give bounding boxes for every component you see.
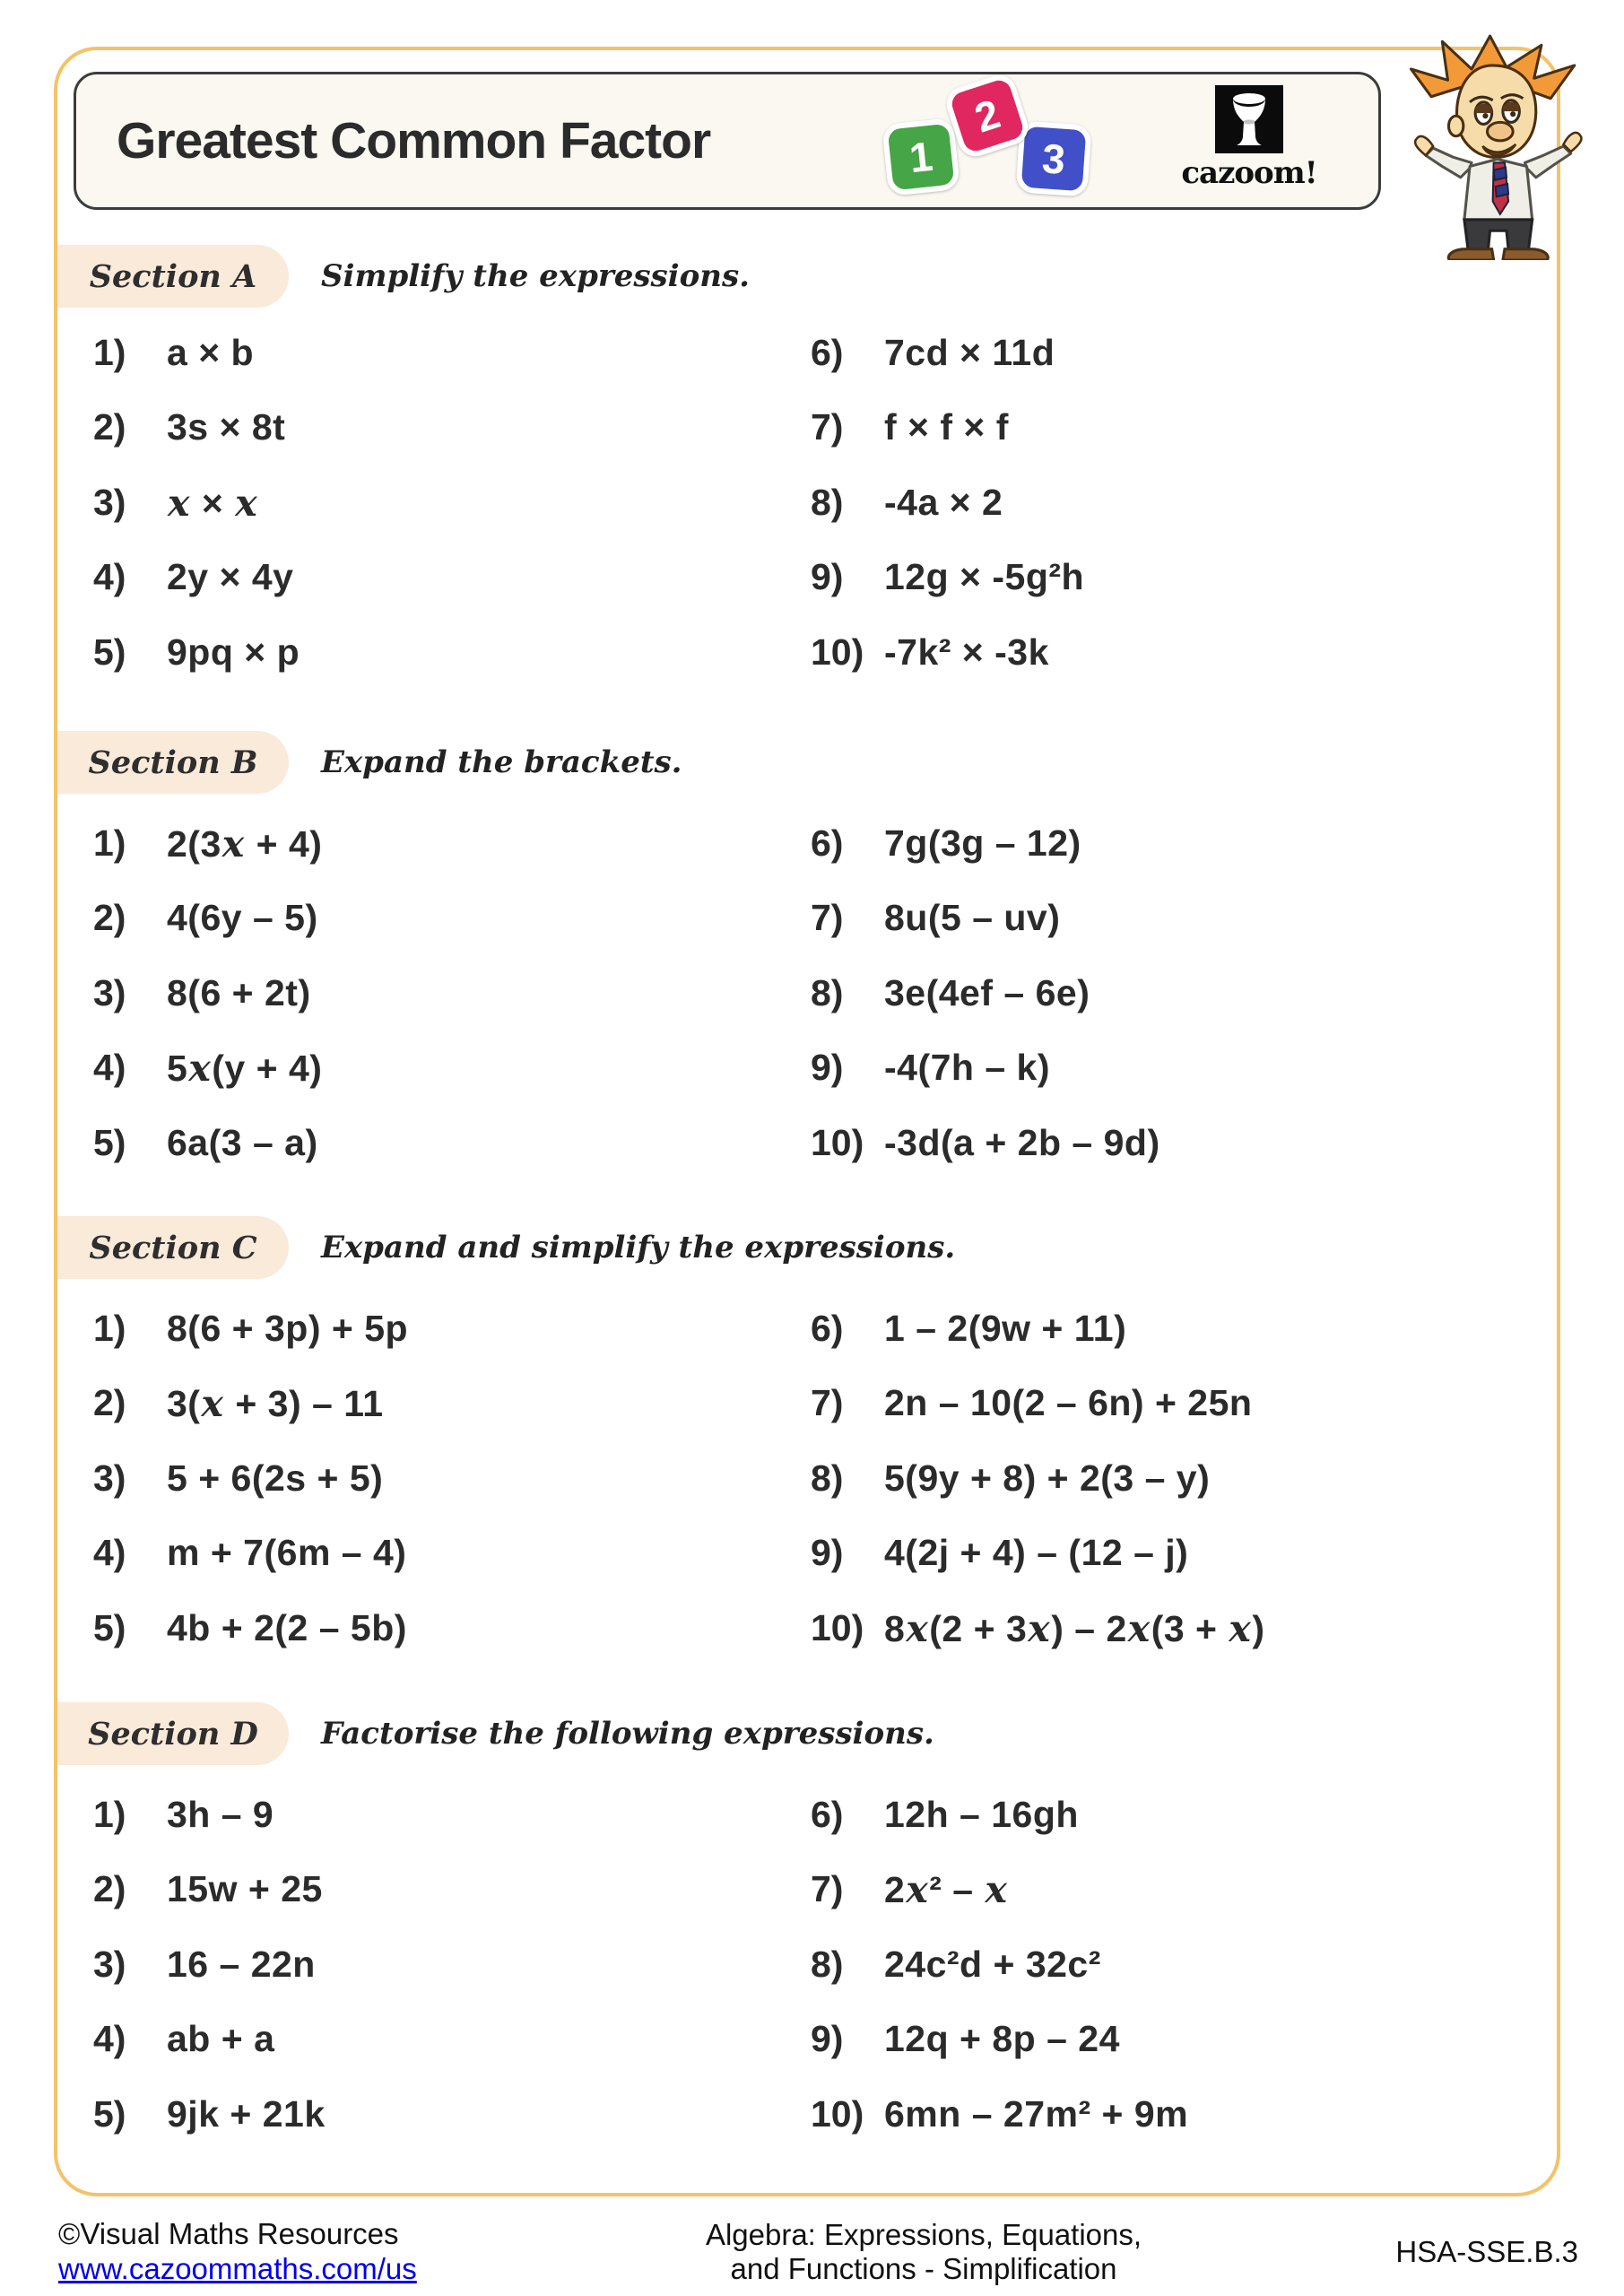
question-number: 6)	[811, 1308, 844, 1349]
question-expression: 5(9y + 8) + 2(3 – y)	[884, 1457, 1211, 1499]
section-b-pill	[57, 731, 289, 794]
question-row	[811, 2093, 1528, 2168]
question-row	[811, 2018, 1528, 2092]
question-number: 1)	[93, 1308, 126, 1349]
logo-tile-3-icon: 3	[1015, 120, 1091, 196]
question-row	[811, 1944, 1528, 2018]
section-b-label: Section B	[88, 744, 258, 781]
cazoom-logo	[1177, 85, 1321, 191]
question-expression: 8x(2 + 3x) – 2x(3 + x)	[884, 1606, 1265, 1650]
question-row	[93, 332, 811, 406]
question-row	[811, 1794, 1528, 1868]
question-expression: 7cd × 11d	[884, 332, 1055, 373]
footer-copyright: ©Visual Maths Resources	[58, 2217, 399, 2250]
mascot-illustration	[1404, 30, 1609, 260]
question-row	[811, 482, 1528, 556]
question-number: 6)	[811, 1794, 844, 1835]
section-c-label: Section C	[89, 1229, 257, 1266]
question-row	[93, 1122, 811, 1196]
question-number: 9)	[811, 1532, 844, 1574]
question-number: 6)	[811, 822, 844, 864]
question-row	[811, 822, 1528, 897]
section-d-pill	[57, 1702, 289, 1765]
section-b-instruction: Expand the brackets.	[321, 744, 682, 780]
question-number: 5)	[93, 1606, 126, 1648]
question-expression: 2n – 10(2 – 6n) + 25n	[884, 1382, 1253, 1424]
question-number: 9)	[811, 2018, 844, 2060]
question-number: 3)	[93, 1943, 126, 1985]
question-expression: 9pq × p	[167, 631, 300, 673]
question-row	[93, 1047, 811, 1121]
number-tiles-logo	[883, 83, 1090, 198]
question-row	[811, 972, 1528, 1047]
question-expression: 5x(y + 4)	[167, 1047, 323, 1091]
question-expression: 8u(5 – uv)	[884, 897, 1061, 939]
question-number: 5)	[93, 1121, 126, 1163]
section-d-questions	[93, 1794, 1528, 2168]
question-expression: 12q + 8p – 24	[884, 2018, 1120, 2060]
question-number: 1)	[93, 1794, 126, 1835]
question-expression: x × x	[168, 481, 258, 525]
question-row	[93, 1308, 811, 1382]
question-row	[811, 1457, 1528, 1532]
question-number: 5)	[93, 2092, 126, 2135]
question-number: 5)	[93, 631, 126, 673]
question-expression: 3e(4ef – 6e)	[884, 971, 1090, 1013]
question-row	[93, 1607, 811, 1682]
section-c-instruction: Expand and simplify the expressions.	[321, 1230, 956, 1265]
question-row	[811, 1382, 1528, 1457]
footer-topic-line2: and Functions - Simplification	[730, 2252, 1117, 2285]
question-number: 10)	[811, 1606, 864, 1648]
question-number: 10)	[811, 631, 864, 673]
question-number: 7)	[811, 1868, 844, 1910]
question-expression: 4(2j + 4) – (12 – j)	[884, 1532, 1189, 1574]
question-expression: 8(6 + 2t)	[167, 971, 311, 1013]
question-number: 8)	[811, 1457, 844, 1499]
question-number: 1)	[93, 822, 126, 864]
question-expression: 16 – 22n	[167, 1943, 316, 1985]
question-number: 2)	[93, 897, 126, 939]
question-expression: 3h – 9	[167, 1794, 274, 1835]
question-expression: -4a × 2	[884, 481, 1003, 523]
question-expression: 24c²d + 32c²	[884, 1943, 1101, 1985]
question-row	[93, 897, 811, 971]
question-row	[93, 2018, 811, 2092]
footer-url-link[interactable]: www.cazoommaths.com/us	[58, 2252, 417, 2285]
cazoom-drum-icon	[1215, 85, 1283, 153]
question-expression: 6a(3 – a)	[167, 1121, 318, 1163]
question-row	[811, 1308, 1528, 1382]
question-row	[93, 1794, 811, 1868]
question-expression: 1 – 2(9w + 11)	[884, 1308, 1127, 1349]
question-number: 4)	[93, 2018, 126, 2060]
footer-topic-line1: Algebra: Expressions, Equations,	[705, 2218, 1142, 2251]
question-row	[811, 1607, 1528, 1682]
section-d-instruction: Factorise the following expressions.	[321, 1716, 934, 1752]
cazoom-brand-text: cazoom!	[1181, 155, 1317, 191]
question-row	[93, 556, 811, 631]
question-expression: 4(6y – 5)	[167, 897, 318, 939]
question-number: 9)	[811, 1047, 844, 1089]
question-expression: 12g × -5g²h	[884, 556, 1085, 598]
question-number: 3)	[93, 971, 126, 1013]
question-expression: 15w + 25	[167, 1868, 323, 1910]
question-expression: 5 + 6(2s + 5)	[167, 1457, 384, 1499]
logo-tile-1-icon: 1	[881, 117, 960, 196]
question-expression: 6mn – 27m² + 9m	[884, 2092, 1189, 2135]
question-row	[811, 631, 1528, 706]
question-expression: f × f × f	[884, 406, 1009, 448]
question-expression: 8(6 + 3p) + 5p	[167, 1308, 409, 1349]
question-number: 7)	[811, 1382, 844, 1424]
question-number: 8)	[811, 971, 844, 1013]
question-expression: 12h – 16gh	[884, 1794, 1079, 1835]
question-row	[811, 897, 1528, 971]
question-expression: a × b	[167, 332, 255, 373]
question-expression: 3(x + 3) – 11	[167, 1382, 384, 1426]
page-title: Greatest Common Factor	[117, 112, 711, 170]
question-number: 4)	[93, 1047, 126, 1089]
question-number: 10)	[811, 1121, 864, 1163]
question-row	[93, 406, 811, 481]
question-number: 10)	[811, 2092, 864, 2135]
footer-standard: HSA-SSE.B.3	[1395, 2235, 1578, 2268]
question-expression: 2x² – x	[884, 1868, 1008, 1912]
section-a-instruction: Simplify the expressions.	[321, 258, 750, 294]
question-row	[93, 1382, 811, 1457]
logo-tile-2-icon: 2	[942, 71, 1033, 161]
footer-left	[58, 2216, 417, 2286]
question-number: 1)	[93, 332, 126, 373]
question-row	[93, 822, 811, 897]
question-row	[811, 1868, 1528, 1943]
question-expression: 2y × 4y	[167, 556, 294, 598]
question-number: 8)	[811, 1943, 844, 1985]
question-row	[93, 482, 811, 556]
question-row	[93, 1868, 811, 1943]
section-c-questions	[93, 1308, 1528, 1682]
question-expression: 7g(3g – 12)	[884, 822, 1081, 864]
question-row	[93, 972, 811, 1047]
question-expression: 9jk + 21k	[167, 2092, 326, 2135]
question-number: 4)	[93, 1532, 126, 1574]
question-number: 2)	[93, 1868, 126, 1910]
question-expression: 2(3x + 4)	[167, 822, 323, 865]
question-row	[811, 1047, 1528, 1121]
question-expression: m + 7(6m – 4)	[167, 1532, 407, 1574]
question-expression: -7k² × -3k	[884, 631, 1049, 673]
question-number: 9)	[811, 556, 844, 598]
question-row	[811, 332, 1528, 406]
question-number: 7)	[811, 897, 844, 939]
question-expression: -4(7h – k)	[884, 1047, 1050, 1089]
header-box	[74, 72, 1381, 210]
section-a-pill	[57, 245, 289, 308]
question-row	[811, 406, 1528, 481]
question-row	[93, 1457, 811, 1532]
footer-topic	[619, 2218, 1229, 2286]
question-row	[811, 1532, 1528, 1606]
question-expression: ab + a	[167, 2018, 275, 2060]
question-number: 8)	[811, 481, 844, 523]
question-number: 6)	[811, 332, 844, 373]
question-number: 3)	[93, 1457, 126, 1499]
section-c-pill	[57, 1216, 289, 1279]
question-number: 4)	[93, 556, 126, 598]
question-expression: 4b + 2(2 – 5b)	[167, 1606, 407, 1648]
question-number: 7)	[811, 406, 844, 448]
section-d-label: Section D	[88, 1715, 258, 1752]
question-number: 2)	[93, 406, 126, 448]
question-row	[93, 2093, 811, 2168]
section-b-questions	[93, 822, 1528, 1196]
question-row	[93, 1944, 811, 2018]
question-expression: 3s × 8t	[167, 406, 286, 448]
question-number: 2)	[93, 1382, 126, 1424]
question-row	[811, 1122, 1528, 1196]
question-row	[93, 631, 811, 706]
question-number: 3)	[93, 481, 126, 523]
section-a-questions	[93, 332, 1528, 706]
question-row	[811, 556, 1528, 631]
question-expression: -3d(a + 2b – 9d)	[884, 1121, 1160, 1163]
question-row	[93, 1532, 811, 1606]
section-a-label: Section A	[89, 257, 257, 295]
